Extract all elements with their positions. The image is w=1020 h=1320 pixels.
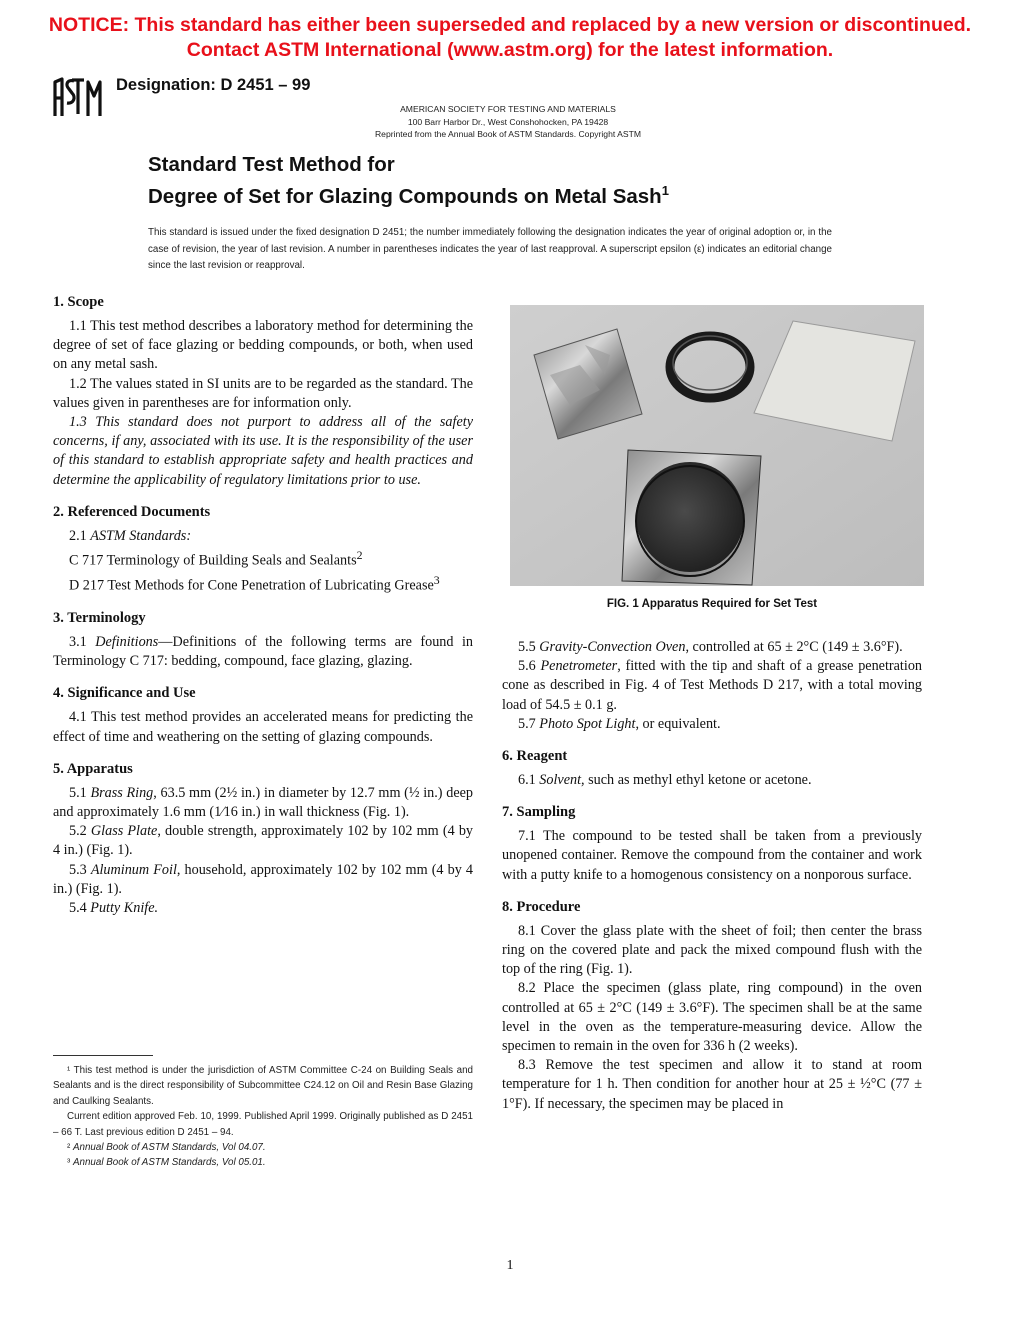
apparatus-continued (502, 638, 922, 734)
section-sampling (502, 803, 922, 885)
notice-line-1: NOTICE: This standard has either been superseded and replaced by a new version or discontinued. (48, 14, 972, 36)
reprint-note: Reprinted from the Annual Book of ASTM Standards. Copyright ASTM (374, 129, 642, 139)
referenced-2-1: 2.1 ASTM Standards: (69, 527, 192, 544)
ref-c717: C 717 Terminology of Building Seals and Sealants$^2$ (69, 548, 363, 569)
apparatus-5-3: 5.3 Aluminum Foil, household, approximately 102 by 102 mm (4 by 4 in.) (Fig. 1). (53, 861, 473, 897)
apparatus-5-4: 5.4 Putty Knife. (69, 899, 159, 916)
sampling-7-1: 7.1 The compound to be tested shall be taken from a previously unopened container. Remove the compound from the container and work with a putty knife to a homogenous consistency on a nonporous surface. (502, 828, 922, 883)
figure-caption: FIG. 1 Apparatus Required for Set Test (606, 598, 818, 610)
terminology-3-1: 3.1 Definitions—Definitions of the following terms are found in Terminology C 717: bedding, compound, face glazing, glazing. (53, 633, 473, 670)
section-scope (53, 293, 473, 490)
section-reagent (502, 747, 922, 790)
scope-1-3: 1.3 This standard does not purport to address all of the safety concerns, if any, associated with its use. It is the responsibility of the user of this standard to establish appropriate safety and health practices and determine the applicability of regulatory limitations prior to use. (53, 414, 473, 488)
terminology-heading: 3. Terminology (53, 609, 146, 626)
footnote-2: ² Annual Book of ASTM Standards, Vol 04.07. (67, 1142, 266, 1154)
notice-line-2: Contact ASTM International (www.astm.org) for the latest information. (186, 39, 834, 61)
title-line-2: Degree of Set for Glazing Compounds on Metal Sash$^1$ (148, 183, 669, 208)
apparatus-5-7: 5.7 Photo Spot Light, or equivalent. (518, 715, 721, 732)
section-procedure (502, 898, 922, 1114)
section-referenced-documents (53, 503, 473, 596)
section-significance (53, 684, 473, 746)
section-terminology (53, 609, 473, 671)
title-footnote-mark: 1 (661, 183, 669, 198)
society-address: 100 Barr Harbor Dr., West Conshohocken, PA 19428 (407, 116, 609, 127)
society-name: AMERICAN SOCIETY FOR TESTING AND MATERIALS (400, 104, 616, 114)
apparatus-heading: 5. Apparatus (53, 760, 133, 777)
referenced-heading: 2. Referenced Documents (53, 503, 211, 520)
apparatus-5-5: 5.5 Gravity-Convection Oven, controlled at 65 ± 2°C (149 ± 3.6°F). (518, 639, 903, 655)
document-title (148, 152, 669, 210)
procedure-8-3: 8.3 Remove the test specimen and allow it to stand at room temperature for 1 h. Then condition for another hour at 25 ± ½°C (77 ± 1°F). If necessary, the specimen may be placed in (502, 1057, 922, 1112)
society-block (300, 103, 716, 141)
left-column (53, 293, 473, 931)
sampling-heading: 7. Sampling (502, 804, 576, 821)
specimen-compound-disc (636, 462, 744, 572)
scope-heading: 1. Scope (53, 294, 104, 310)
apparatus-5-1: 5.1 Brass Ring, 63.5 mm (2½ in.) in diameter by 12.7 mm (½ in.) deep and approximately 1.6 mm (1⁄16 in.) in wall thickness (Fig. 1). (53, 784, 474, 820)
apparatus-5-6: 5.6 Penetrometer, fitted with the tip and shaft of a grease penetration cone as described in Fig. 4 of Test Methods D 217, with a total moving load of 54.5 ± 0.1 g. (502, 658, 923, 713)
ref-d217: D 217 Test Methods for Cone Penetration of Lubricating Grease$^3$ (69, 572, 440, 594)
scope-1-1: 1.1 This test method describes a laboratory method for determining the degree of set of face glazing or bedding compounds, or both, when used on any metal sash. (53, 318, 473, 373)
footnotes (53, 1063, 473, 1171)
right-column (502, 638, 922, 1127)
page-number: 1 (506, 1258, 514, 1273)
footnote-3: ³ Annual Book of ASTM Standards, Vol 05.01. (67, 1157, 266, 1169)
reagent-6-1: 6.1 Solvent, such as methyl ethyl ketone or acetone. (518, 772, 812, 789)
procedure-heading: 8. Procedure (502, 898, 581, 915)
significance-4-1: 4.1 This test method provides an accelerated means for predicting the effect of time and weathering on the setting of glazing compounds. (53, 709, 473, 745)
issued-note: This standard is issued under the fixed designation D 2451; the number immediately following the designation indicates the year of original adoption or, in the case of revision, the year of last revision. A number in parentheses indicates the year of last reapproval. A superscript epsilon (ε) indicates an editorial change since the last revision or reapproval. (148, 227, 832, 271)
apparatus-photo (510, 305, 924, 586)
section-apparatus (53, 760, 473, 918)
astm-logo-icon (52, 76, 104, 118)
procedure-8-1: 8.1 Cover the glass plate with the sheet of foil; then center the brass ring on the covered plate and pack the mixed compound flush with the top of the ring (Fig. 1). (502, 922, 922, 978)
significance-heading: 4. Significance and Use (53, 685, 196, 702)
scope-1-2: 1.2 The values stated in SI units are to be regarded as the standard. The values given in parentheses are for information only. (53, 375, 473, 411)
footnote-1b: Current edition approved Feb. 10, 1999. Published April 1999. Originally published as D 2451 – 66 T. Last previous edition D 2451 – 94. (53, 1111, 473, 1138)
title-line-1: Standard Test Method for (148, 153, 395, 176)
apparatus-5-2: 5.2 Glass Plate, double strength, approximately 102 by 102 mm (4 by 4 in.) (Fig. 1). (53, 823, 474, 859)
designation: Designation: D 2451 – 99 (116, 76, 311, 94)
procedure-8-2: 8.2 Place the specimen (glass plate, ring compound) in the oven controlled at 65 ± 2°C (149 ± 3.6°F). The specimen shall be at the same level in the oven as the temperature-measuring device. Allow the specimen to remain in the oven for 336 h (2 weeks). (502, 980, 922, 1055)
footnote-1: ¹ This test method is under the jurisdiction of ASTM Committee C-24 on Building Seals and Sealants and is the direct responsibility of Subcommittee C24.12 on Oil and Resin Base Glazing and Caulking Sealants. (53, 1065, 473, 1107)
footnote-rule (53, 1055, 153, 1056)
notice-banner (0, 13, 1020, 63)
reagent-heading: 6. Reagent (502, 748, 568, 765)
